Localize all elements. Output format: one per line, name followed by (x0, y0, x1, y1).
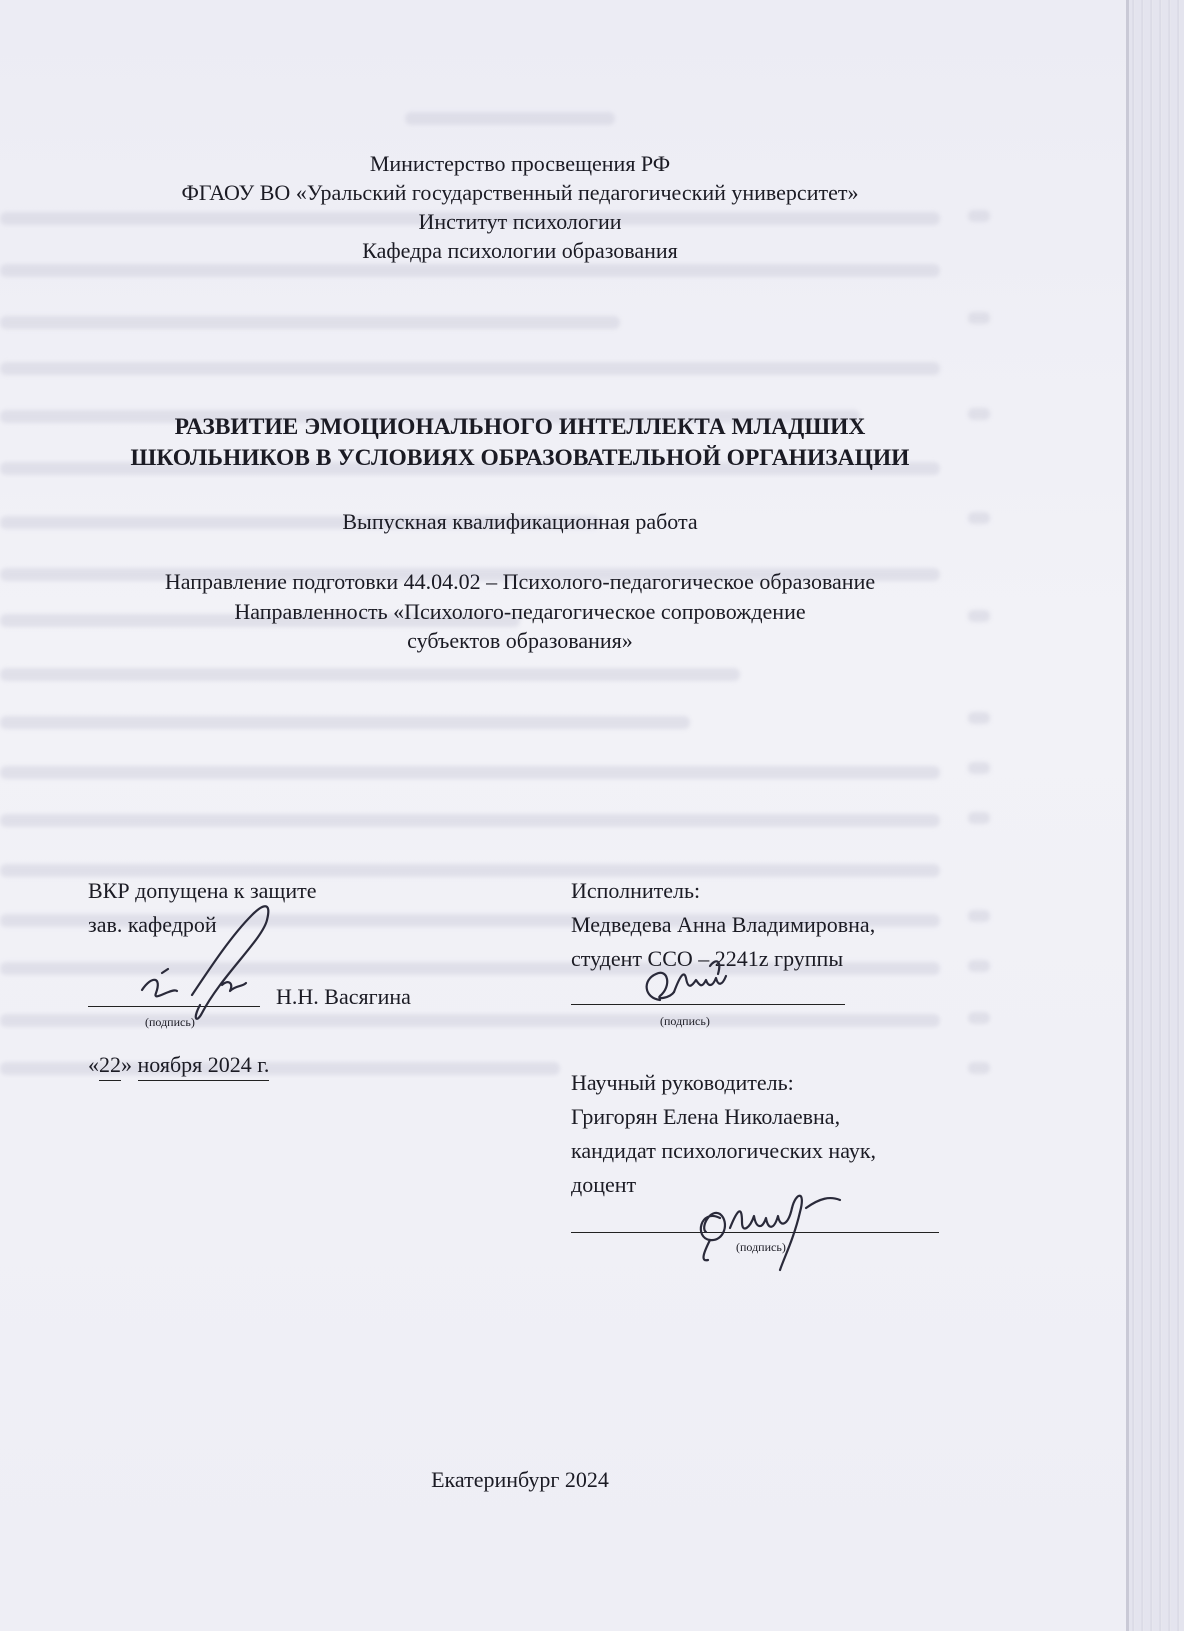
work-type: Выпускная квалификационная работа (342, 509, 698, 534)
institute-line: Институт психологии (418, 209, 622, 234)
admission-line-2: зав. кафедрой (88, 912, 217, 937)
city-year: Екатеринбург 2024 (431, 1467, 609, 1492)
direction-line-1: Направление подготовки 44.04.02 – Психолого-педагогическое образование (164, 569, 876, 594)
executor-name: Медведева Анна Владимировна, (571, 912, 876, 937)
department-line: Кафедра психологии образования (362, 238, 678, 263)
supervisor-rank: доцент (571, 1172, 637, 1197)
university-line: ФГАОУ ВО «Уральский государственный педагогический университет» (181, 180, 859, 205)
thesis-title-line-2: ШКОЛЬНИКОВ В УСЛОВИЯХ ОБРАЗОВАТЕЛЬНОЙ ОРГАНИЗАЦИИ (130, 445, 910, 471)
direction-line-3: субъектов образования» (407, 628, 633, 653)
supervisor-signature (680, 1178, 860, 1278)
executor-signature (630, 956, 750, 1016)
supervisor-name: Григорян Елена Николаевна, (571, 1104, 841, 1129)
date-close-quote: » (121, 1052, 132, 1077)
executor-signature-caption: (подпись) (660, 1014, 710, 1028)
executor-group: студент ССО – 2241z группы (571, 946, 844, 971)
date-day: 22 (99, 1050, 121, 1081)
head-signature-caption: (подпись) (145, 1015, 195, 1029)
page-stack-edge (1126, 0, 1184, 1631)
ministry-line: Министерство просвещения РФ (369, 151, 671, 176)
admission-line-1: ВКР допущена к защите (88, 878, 317, 903)
thesis-title-line-1: РАЗВИТИЕ ЭМОЦИОНАЛЬНОГО ИНТЕЛЛЕКТА МЛАДШИХ (174, 414, 866, 440)
supervisor-signature-caption: (подпись) (736, 1240, 786, 1254)
head-name: Н.Н. Васягина (276, 984, 411, 1009)
supervisor-degree: кандидат психологических наук, (571, 1138, 877, 1163)
date-month-year: ноября 2024 г. (138, 1050, 270, 1081)
date-open-quote: « (88, 1052, 99, 1077)
executor-label: Исполнитель: (571, 878, 701, 903)
direction-line-2: Направленность «Психолого-педагогическое сопровождение (234, 599, 806, 624)
head-signature (122, 895, 282, 1035)
supervisor-label: Научный руководитель: (571, 1070, 794, 1095)
admission-date (88, 1050, 269, 1081)
